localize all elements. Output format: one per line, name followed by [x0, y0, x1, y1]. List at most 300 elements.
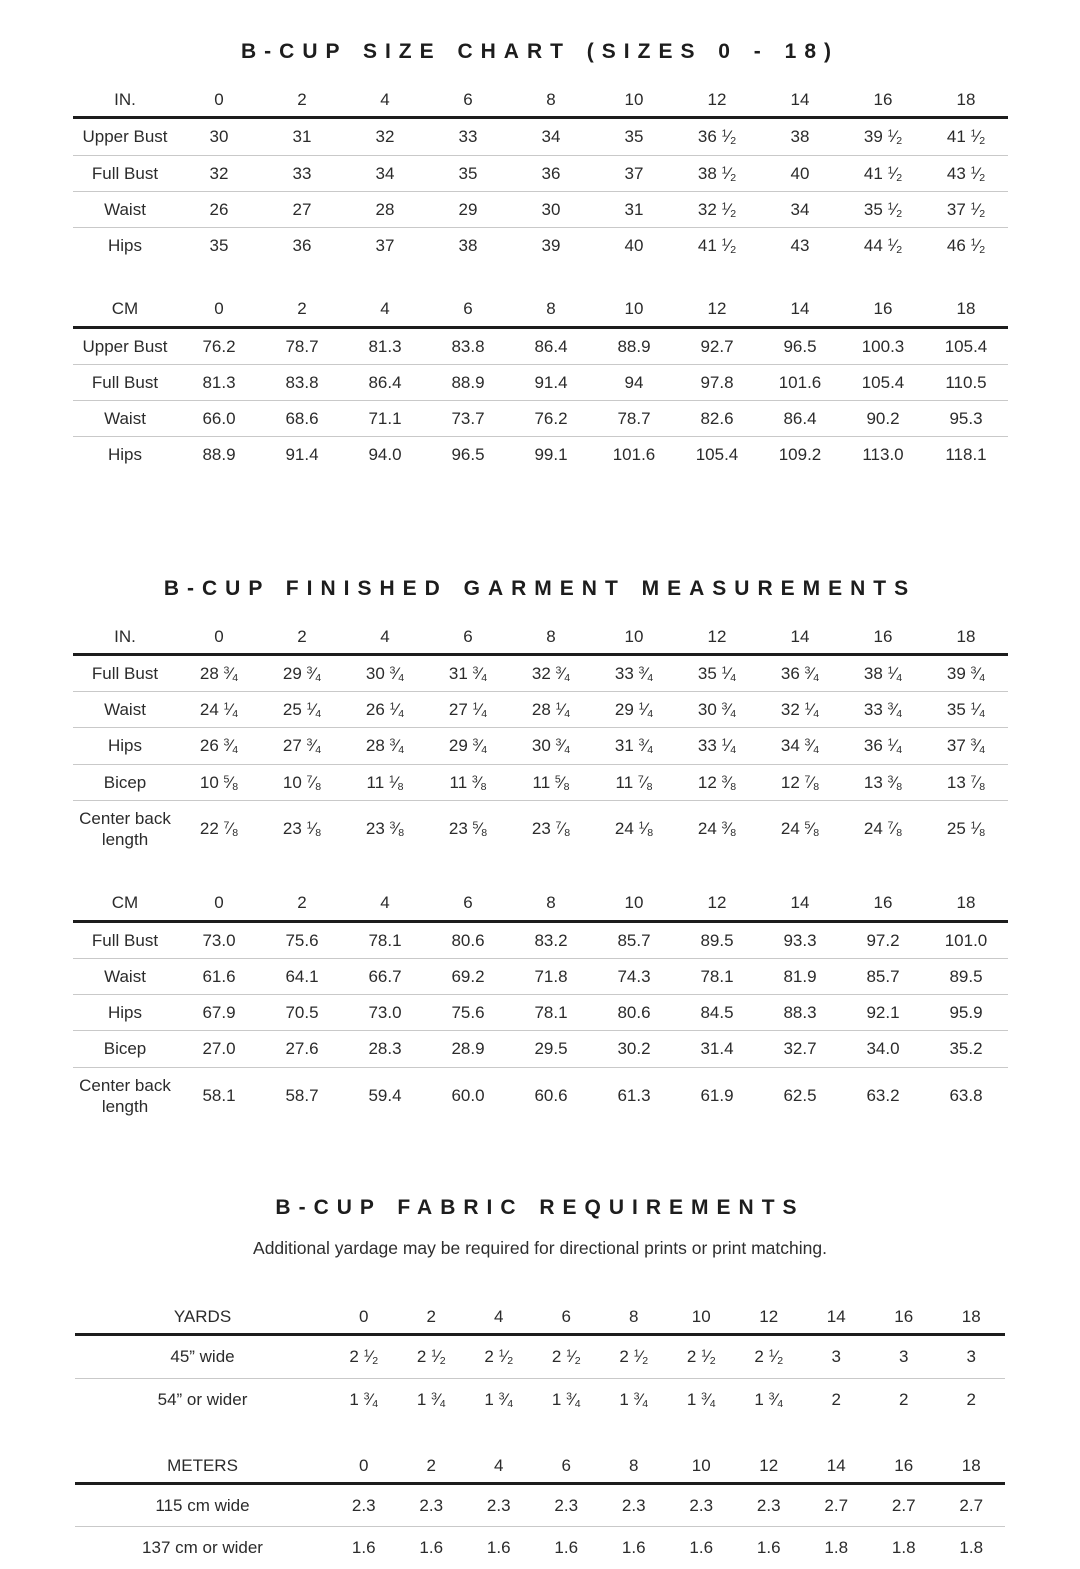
value-cell: 37 — [375, 236, 395, 255]
value-cell: 60.6 — [534, 1086, 568, 1106]
row-label: Waist — [73, 958, 178, 994]
size-header: 8 — [510, 885, 593, 921]
value-cell: 2 — [831, 1389, 841, 1409]
value-cell: 86.4 — [344, 364, 427, 400]
size-chart-title: B-CUP SIZE CHART (SIZES 0 - 18) — [241, 40, 839, 63]
size-header: 14 — [759, 82, 842, 118]
size-header: 14 — [759, 619, 842, 655]
value-cell: 24 $^3⁄_8$ — [697, 819, 737, 840]
value-cell: 93.3 — [759, 921, 842, 958]
value-cell: 11 $^5⁄_8$ — [510, 764, 593, 800]
size-header: 10 — [593, 619, 676, 655]
size-header: 18 — [925, 885, 1008, 921]
value-cell: 78.7 — [593, 401, 676, 437]
row-label: 115 cm wide — [75, 1484, 330, 1527]
value-cell: 27.0 — [178, 1031, 261, 1067]
value-cell: 85.7 — [842, 958, 925, 994]
size-header: 16 — [842, 291, 925, 327]
value-cell: 24 $^1⁄_4$ — [178, 692, 261, 728]
value-cell: 78.1 — [676, 958, 759, 994]
row-label: 54” or wider — [157, 1389, 248, 1409]
value-cell: 73.7 — [427, 401, 510, 437]
fabric-requirements-meters-table — [75, 1448, 1005, 1569]
value-cell: 100.3 — [842, 327, 925, 364]
value-cell: 33 — [427, 118, 510, 155]
value-cell: 89.5 — [676, 921, 759, 958]
value-cell: 40 — [624, 236, 644, 255]
value-cell: 32 — [178, 155, 261, 191]
value-cell: 101.6 — [759, 364, 842, 400]
size-chart-cm-table — [73, 291, 1008, 472]
size-header: 2 — [398, 1448, 466, 1484]
value-cell: 105.4 — [842, 364, 925, 400]
value-cell: 63.8 — [949, 1086, 983, 1106]
value-cell: 80.6 — [427, 921, 510, 958]
size-header-row — [73, 82, 1008, 118]
value-cell: 26 $^1⁄_4$ — [344, 692, 427, 728]
value-cell: 1 $^3⁄_4$ — [551, 1389, 581, 1410]
value-cell: 82.6 — [676, 401, 759, 437]
value-cell: 92.7 — [676, 327, 759, 364]
value-cell: 28 $^1⁄_4$ — [510, 692, 593, 728]
fabric-requirement-tables — [0, 1299, 1080, 1569]
value-cell: 2.3 — [398, 1484, 466, 1527]
value-cell: 36 $^3⁄_4$ — [759, 654, 842, 691]
value-cell: 94 — [593, 364, 676, 400]
table-row — [73, 1067, 1008, 1124]
value-cell: 3 — [870, 1335, 938, 1378]
value-cell: 41 $^1⁄_2$ — [925, 118, 1008, 155]
value-cell: 2 $^1⁄_2$ — [398, 1335, 466, 1378]
value-cell: 2 $^1⁄_2$ — [465, 1335, 533, 1378]
table-row — [73, 155, 1008, 191]
value-cell: 36 — [510, 155, 593, 191]
value-cell: 41 $^1⁄_2$ — [842, 155, 925, 191]
size-header: 6 — [427, 291, 510, 327]
value-cell: 1.6 — [756, 1538, 781, 1558]
row-label: Bicep — [73, 764, 178, 800]
size-header: 0 — [178, 885, 261, 921]
value-cell: 31 $^3⁄_4$ — [593, 728, 676, 764]
value-cell: 25 $^1⁄_8$ — [946, 819, 986, 840]
value-cell: 86.4 — [759, 401, 842, 437]
row-label: Center back length — [79, 1075, 171, 1116]
value-cell: 105.4 — [925, 327, 1008, 364]
value-cell: 78.7 — [261, 327, 344, 364]
value-cell: 97.8 — [676, 364, 759, 400]
value-cell: 61.9 — [700, 1086, 734, 1106]
value-cell: 83.8 — [261, 364, 344, 400]
value-cell: 71.8 — [510, 958, 593, 994]
value-cell: 63.2 — [866, 1086, 900, 1106]
value-cell: 105.4 — [695, 445, 739, 465]
size-header-row — [75, 1299, 1005, 1335]
value-cell: 26 $^3⁄_4$ — [178, 728, 261, 764]
value-cell: 81.9 — [759, 958, 842, 994]
value-cell: 109.2 — [778, 445, 822, 465]
value-cell: 28.3 — [344, 1031, 427, 1067]
value-cell: 1 $^3⁄_4$ — [484, 1389, 514, 1410]
size-header: 12 — [676, 291, 759, 327]
value-cell: 32 $^1⁄_4$ — [759, 692, 842, 728]
value-cell: 30 $^3⁄_4$ — [344, 654, 427, 691]
table-row — [75, 1378, 1005, 1420]
row-label: Full Bust — [73, 364, 178, 400]
value-cell: 43 — [790, 236, 810, 255]
row-label: Waist — [73, 692, 178, 728]
value-cell: 80.6 — [593, 995, 676, 1031]
size-header: 8 — [600, 1448, 668, 1484]
value-cell: 110.5 — [925, 364, 1008, 400]
value-cell: 10 $^5⁄_8$ — [178, 764, 261, 800]
size-header: 0 — [178, 619, 261, 655]
size-header: 6 — [533, 1299, 601, 1335]
size-header: 2 — [261, 619, 344, 655]
value-cell: 28 $^3⁄_4$ — [344, 728, 427, 764]
value-cell: 22 $^7⁄_8$ — [199, 819, 239, 840]
row-label: Full Bust — [73, 921, 178, 958]
value-cell: 83.8 — [427, 327, 510, 364]
value-cell: 29 — [427, 191, 510, 227]
size-header: 18 — [925, 82, 1008, 118]
value-cell: 33 $^3⁄_4$ — [593, 654, 676, 691]
value-cell: 2 $^1⁄_2$ — [668, 1335, 736, 1378]
value-cell: 34 $^3⁄_4$ — [759, 728, 842, 764]
value-cell: 27.6 — [261, 1031, 344, 1067]
value-cell: 68.6 — [261, 401, 344, 437]
size-header: 4 — [344, 291, 427, 327]
value-cell: 28.9 — [427, 1031, 510, 1067]
table-row — [73, 437, 1008, 473]
value-cell: 64.1 — [261, 958, 344, 994]
value-cell: 2 — [966, 1389, 976, 1409]
value-cell: 1.8 — [959, 1538, 984, 1558]
row-label: Upper Bust — [73, 327, 178, 364]
unit-label: METERS — [75, 1448, 330, 1484]
size-header: 4 — [344, 885, 427, 921]
value-cell: 62.5 — [783, 1086, 817, 1106]
value-cell: 2 $^1⁄_2$ — [330, 1335, 398, 1378]
value-cell: 23 $^7⁄_8$ — [531, 819, 571, 840]
table-row — [73, 401, 1008, 437]
value-cell: 1.6 — [351, 1538, 376, 1558]
value-cell: 46 $^1⁄_2$ — [946, 236, 986, 257]
value-cell: 66.7 — [344, 958, 427, 994]
table-row — [73, 995, 1008, 1031]
size-header: 8 — [600, 1299, 668, 1335]
size-header-row — [73, 885, 1008, 921]
value-cell: 1 $^3⁄_4$ — [349, 1389, 379, 1410]
table-row — [73, 364, 1008, 400]
value-cell: 78.1 — [344, 921, 427, 958]
table-row — [73, 1031, 1008, 1067]
size-header: 12 — [735, 1299, 803, 1335]
table-row — [73, 118, 1008, 155]
value-cell: 35 — [593, 118, 676, 155]
value-cell: 23 $^5⁄_8$ — [448, 819, 488, 840]
value-cell: 58.1 — [202, 1086, 236, 1106]
value-cell: 3 — [938, 1335, 1006, 1378]
value-cell: 99.1 — [534, 445, 568, 465]
size-header: 2 — [261, 82, 344, 118]
table-row — [73, 654, 1008, 691]
value-cell: 37 $^3⁄_4$ — [925, 728, 1008, 764]
value-cell: 2 $^1⁄_2$ — [600, 1335, 668, 1378]
size-header: 6 — [533, 1448, 601, 1484]
size-header: 18 — [925, 291, 1008, 327]
garment-measurements-cm-table — [73, 885, 1008, 1124]
table-row — [73, 958, 1008, 994]
unit-label: CM — [73, 885, 178, 921]
value-cell: 27 $^3⁄_4$ — [261, 728, 344, 764]
size-header: 18 — [938, 1299, 1006, 1335]
value-cell: 60.0 — [451, 1086, 485, 1106]
size-header: 10 — [668, 1448, 736, 1484]
value-cell: 2 $^1⁄_2$ — [735, 1335, 803, 1378]
value-cell: 39 — [541, 236, 561, 255]
row-label: Full Bust — [73, 155, 178, 191]
table-row — [73, 921, 1008, 958]
size-header: 10 — [668, 1299, 736, 1335]
value-cell: 38 $^1⁄_4$ — [842, 654, 925, 691]
value-cell: 10 $^7⁄_8$ — [261, 764, 344, 800]
unit-label: IN. — [73, 619, 178, 655]
row-label: 137 cm or wider — [142, 1538, 263, 1558]
value-cell: 38 — [458, 236, 478, 255]
size-header: 12 — [676, 619, 759, 655]
row-label: Full Bust — [73, 654, 178, 691]
size-header-row — [73, 291, 1008, 327]
size-header: 16 — [842, 82, 925, 118]
row-label: Hips — [107, 445, 142, 465]
value-cell: 1 $^3⁄_4$ — [686, 1389, 716, 1410]
value-cell: 97.2 — [842, 921, 925, 958]
size-header: 16 — [870, 1448, 938, 1484]
value-cell: 12 $^7⁄_8$ — [759, 764, 842, 800]
size-header: 6 — [427, 619, 510, 655]
size-header: 0 — [330, 1448, 398, 1484]
value-cell: 118.1 — [945, 445, 987, 465]
value-cell: 1.6 — [689, 1538, 714, 1558]
table-row — [73, 800, 1008, 857]
value-cell: 73.0 — [344, 995, 427, 1031]
value-cell: 1.6 — [554, 1538, 579, 1558]
value-cell: 30.2 — [593, 1031, 676, 1067]
value-cell: 86.4 — [510, 327, 593, 364]
size-header: 10 — [593, 82, 676, 118]
value-cell: 69.2 — [427, 958, 510, 994]
value-cell: 35 $^1⁄_4$ — [925, 692, 1008, 728]
value-cell: 2 — [899, 1389, 909, 1409]
value-cell: 24 $^1⁄_8$ — [614, 819, 654, 840]
value-cell: 27 — [261, 191, 344, 227]
value-cell: 2 $^1⁄_2$ — [533, 1335, 601, 1378]
value-cell: 113.0 — [862, 445, 904, 465]
value-cell: 81.3 — [344, 327, 427, 364]
size-header: 4 — [344, 619, 427, 655]
value-cell: 36 $^1⁄_4$ — [842, 728, 925, 764]
row-label: 45” wide — [75, 1335, 330, 1378]
value-cell: 29.5 — [510, 1031, 593, 1067]
value-cell: 2.7 — [938, 1484, 1006, 1527]
size-header: 18 — [938, 1448, 1006, 1484]
value-cell: 11 $^7⁄_8$ — [593, 764, 676, 800]
size-header: 4 — [465, 1448, 533, 1484]
value-cell: 32.7 — [759, 1031, 842, 1067]
table-row — [75, 1335, 1005, 1378]
value-cell: 78.1 — [510, 995, 593, 1031]
value-cell: 91.4 — [285, 445, 319, 465]
value-cell: 33 $^3⁄_4$ — [842, 692, 925, 728]
value-cell: 28 $^3⁄_4$ — [178, 654, 261, 691]
garment-measurements-section — [0, 577, 1080, 1125]
value-cell: 34 — [759, 191, 842, 227]
value-cell: 61.6 — [178, 958, 261, 994]
table-row — [73, 228, 1008, 264]
size-header: 12 — [676, 885, 759, 921]
value-cell: 88.9 — [593, 327, 676, 364]
size-header: 12 — [676, 82, 759, 118]
value-cell: 75.6 — [427, 995, 510, 1031]
value-cell: 96.5 — [451, 445, 485, 465]
value-cell: 75.6 — [261, 921, 344, 958]
size-header: 10 — [593, 291, 676, 327]
table-row — [73, 692, 1008, 728]
value-cell: 58.7 — [285, 1086, 319, 1106]
garment-measurements-title: B-CUP FINISHED GARMENT MEASUREMENTS — [163, 576, 917, 600]
value-cell: 37 — [593, 155, 676, 191]
value-cell: 41 $^1⁄_2$ — [697, 236, 737, 257]
value-cell: 40 — [759, 155, 842, 191]
value-cell: 81.3 — [178, 364, 261, 400]
value-cell: 94.0 — [368, 445, 402, 465]
value-cell: 1.6 — [419, 1538, 444, 1558]
unit-label: YARDS — [75, 1299, 330, 1335]
value-cell: 66.0 — [178, 401, 261, 437]
value-cell: 88.3 — [759, 995, 842, 1031]
size-header: 16 — [842, 885, 925, 921]
row-label: Bicep — [73, 1031, 178, 1067]
fabric-requirements-section — [0, 1196, 1080, 1569]
size-header: 12 — [735, 1448, 803, 1484]
value-cell: 32 — [344, 118, 427, 155]
value-cell: 2.3 — [735, 1484, 803, 1527]
value-cell: 101.6 — [612, 445, 656, 465]
value-cell: 1.6 — [621, 1538, 646, 1558]
value-cell: 35 $^1⁄_2$ — [842, 191, 925, 227]
value-cell: 90.2 — [842, 401, 925, 437]
value-cell: 39 $^3⁄_4$ — [925, 654, 1008, 691]
value-cell: 33 $^1⁄_4$ — [676, 728, 759, 764]
value-cell: 44 $^1⁄_2$ — [863, 236, 903, 257]
size-header-row — [75, 1448, 1005, 1484]
value-cell: 29 $^3⁄_4$ — [261, 654, 344, 691]
value-cell: 70.5 — [261, 995, 344, 1031]
value-cell: 11 $^3⁄_8$ — [427, 764, 510, 800]
value-cell: 30 — [510, 191, 593, 227]
value-cell: 83.2 — [510, 921, 593, 958]
value-cell: 36 — [292, 236, 312, 255]
size-chart-in-table — [73, 82, 1008, 263]
value-cell: 31 $^3⁄_4$ — [427, 654, 510, 691]
size-header: 16 — [870, 1299, 938, 1335]
table-row — [73, 728, 1008, 764]
value-cell: 29 $^3⁄_4$ — [427, 728, 510, 764]
size-header: 4 — [465, 1299, 533, 1335]
value-cell: 24 $^5⁄_8$ — [780, 819, 820, 840]
value-cell: 23 $^3⁄_8$ — [365, 819, 405, 840]
value-cell: 34.0 — [842, 1031, 925, 1067]
size-header: 10 — [593, 885, 676, 921]
value-cell: 43 $^1⁄_2$ — [925, 155, 1008, 191]
row-label: Waist — [73, 401, 178, 437]
value-cell: 1 $^3⁄_4$ — [754, 1389, 784, 1410]
value-cell: 74.3 — [593, 958, 676, 994]
value-cell: 1.8 — [891, 1538, 916, 1558]
value-cell: 71.1 — [344, 401, 427, 437]
unit-label: CM — [73, 291, 178, 327]
value-cell: 39 $^1⁄_2$ — [842, 118, 925, 155]
value-cell: 2.3 — [533, 1484, 601, 1527]
value-cell: 96.5 — [759, 327, 842, 364]
value-cell: 2.7 — [870, 1484, 938, 1527]
row-label: Center back length — [79, 808, 171, 849]
size-header: 8 — [510, 619, 593, 655]
garment-measurements-in-table — [73, 619, 1008, 858]
value-cell: 1.8 — [824, 1538, 849, 1558]
row-label: Upper Bust — [73, 118, 178, 155]
size-header: 6 — [427, 82, 510, 118]
value-cell: 2.3 — [465, 1484, 533, 1527]
value-cell: 28 — [344, 191, 427, 227]
size-header: 14 — [759, 885, 842, 921]
value-cell: 88.9 — [202, 445, 236, 465]
value-cell: 91.4 — [510, 364, 593, 400]
value-cell: 2.3 — [668, 1484, 736, 1527]
value-cell: 31.4 — [676, 1031, 759, 1067]
value-cell: 11 $^1⁄_8$ — [344, 764, 427, 800]
size-header: 0 — [178, 291, 261, 327]
value-cell: 59.4 — [368, 1086, 402, 1106]
value-cell: 12 $^3⁄_8$ — [676, 764, 759, 800]
value-cell: 95.3 — [925, 401, 1008, 437]
value-cell: 25 $^1⁄_4$ — [261, 692, 344, 728]
value-cell: 31 — [593, 191, 676, 227]
value-cell: 35.2 — [925, 1031, 1008, 1067]
value-cell: 13 $^7⁄_8$ — [925, 764, 1008, 800]
value-cell: 84.5 — [676, 995, 759, 1031]
size-header: 18 — [925, 619, 1008, 655]
size-header: 2 — [261, 291, 344, 327]
value-cell: 23 $^1⁄_8$ — [282, 819, 322, 840]
size-header: 2 — [398, 1299, 466, 1335]
value-cell: 1 $^3⁄_4$ — [619, 1389, 649, 1410]
value-cell: 95.9 — [925, 995, 1008, 1031]
size-header: 8 — [510, 291, 593, 327]
size-chart-tables — [0, 82, 1080, 473]
value-cell: 1 $^3⁄_4$ — [416, 1389, 446, 1410]
row-label: Hips — [107, 236, 142, 255]
fabric-requirements-note: Additional yardage may be required for directional prints or print matching. — [253, 1238, 827, 1258]
size-header: 14 — [803, 1448, 871, 1484]
size-header: 14 — [803, 1299, 871, 1335]
value-cell: 38 $^1⁄_2$ — [676, 155, 759, 191]
value-cell: 27 $^1⁄_4$ — [427, 692, 510, 728]
row-label: Hips — [73, 728, 178, 764]
size-chart-section — [0, 40, 1080, 473]
size-header: 4 — [344, 82, 427, 118]
table-row — [73, 327, 1008, 364]
